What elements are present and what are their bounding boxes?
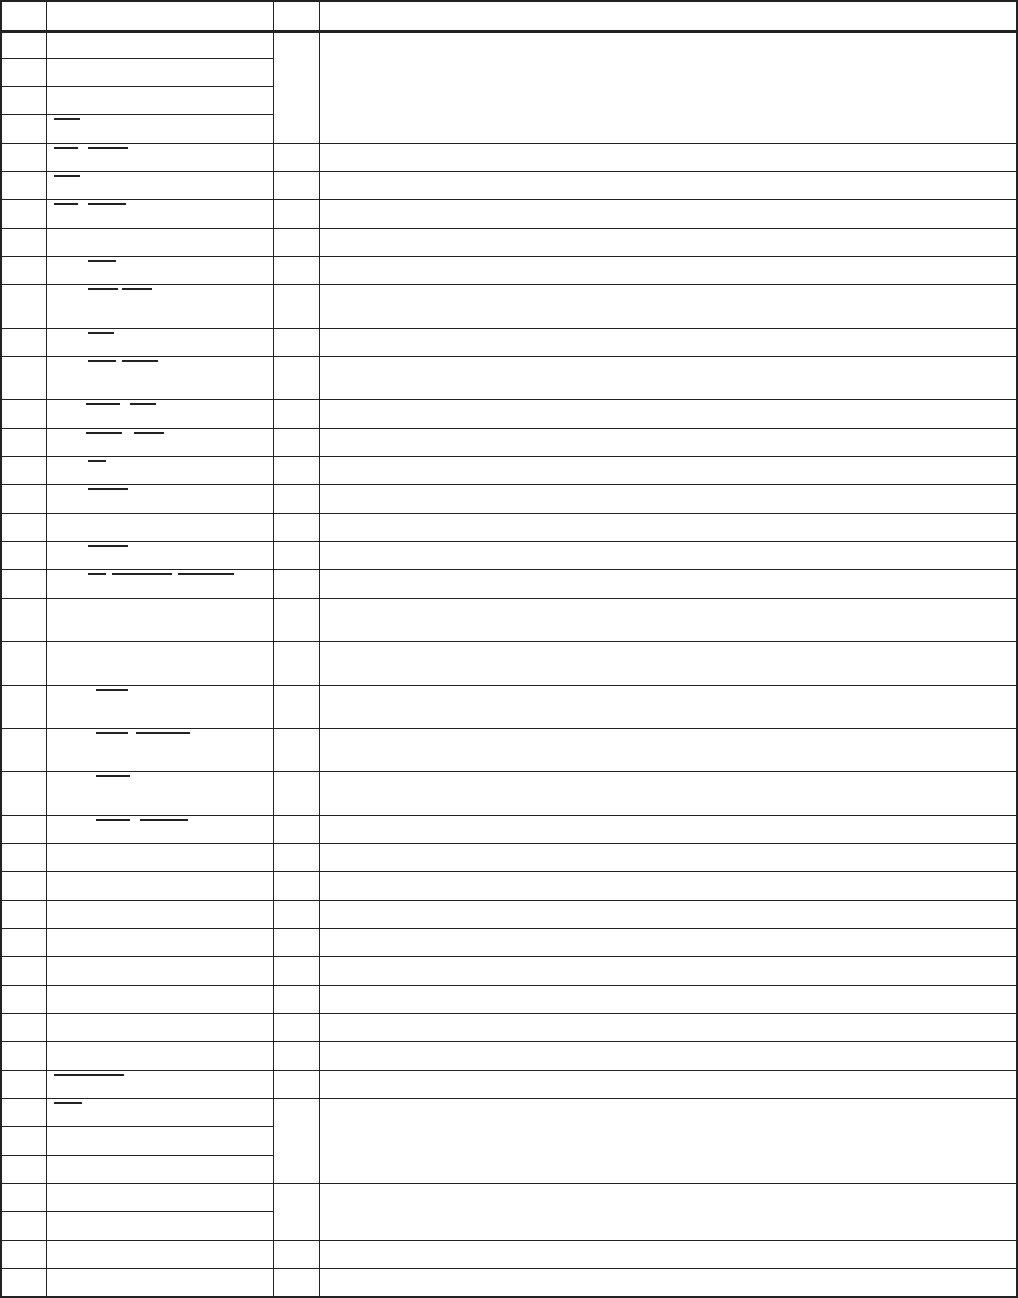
pin-number-cell: [0, 171, 46, 199]
pin-number-cell: [0, 456, 46, 484]
pin-number-cell: [0, 598, 46, 641]
header-cell: [0, 0, 46, 30]
description-cell: [319, 1268, 1018, 1298]
pin-number-cell: [0, 871, 46, 900]
description-cell: [319, 1013, 1018, 1041]
signal-overline: [96, 819, 130, 821]
io-cell: [273, 871, 319, 900]
signal-overline: [122, 288, 152, 290]
pin-number-cell: [0, 928, 46, 956]
signal-overline: [88, 147, 128, 149]
io-cell: [273, 1240, 319, 1268]
header-cell: [46, 0, 273, 30]
description-cell: [319, 456, 1018, 484]
pin-name-cell: [46, 484, 273, 513]
description-cell: [319, 1240, 1018, 1268]
description-cell: [319, 928, 1018, 956]
pin-number-cell: [0, 541, 46, 569]
signal-overline: [88, 460, 106, 462]
pin-name-cell: [46, 143, 273, 171]
io-cell: [273, 513, 319, 541]
pin-number-cell: [0, 328, 46, 356]
pin-number-cell: [0, 356, 46, 399]
pin-number-cell: [0, 1013, 46, 1041]
pin-number-cell: [0, 428, 46, 456]
pin-name-cell: [46, 1211, 273, 1240]
pin-name-cell: [46, 114, 273, 143]
description-cell: [319, 284, 1018, 328]
pin-name-cell: [46, 1268, 273, 1298]
signal-overline: [134, 432, 164, 434]
io-cell: [273, 928, 319, 956]
pin-number-cell: [0, 199, 46, 228]
io-cell: [273, 356, 319, 399]
pin-name-cell: [46, 356, 273, 399]
pin-name-cell: [46, 513, 273, 541]
pin-number-cell: [0, 399, 46, 428]
description-cell: [319, 428, 1018, 456]
signal-overline: [130, 403, 156, 405]
pin-number-cell: [0, 513, 46, 541]
description-cell: [319, 30, 1018, 143]
io-cell: [273, 843, 319, 871]
io-cell: [273, 228, 319, 256]
signal-overline: [96, 775, 130, 777]
pin-number-cell: [0, 843, 46, 871]
pin-number-cell: [0, 728, 46, 771]
pin-name-cell: [46, 771, 273, 815]
description-cell: [319, 513, 1018, 541]
description-cell: [319, 771, 1018, 815]
pin-name-cell: [46, 171, 273, 199]
io-cell: [273, 685, 319, 728]
pin-number-cell: [0, 256, 46, 284]
signal-overline: [88, 260, 116, 262]
io-cell: [273, 1070, 319, 1098]
pin-name-cell: [46, 30, 273, 58]
description-cell: [319, 641, 1018, 685]
pin-number-cell: [0, 1183, 46, 1211]
io-cell: [273, 328, 319, 356]
pin-number-cell: [0, 284, 46, 328]
signal-overline: [88, 545, 128, 547]
signal-overline: [96, 689, 128, 691]
pin-name-cell: [46, 284, 273, 328]
description-cell: [319, 328, 1018, 356]
io-cell: [273, 985, 319, 1013]
signal-overline: [88, 288, 118, 290]
description-cell: [319, 1183, 1018, 1240]
io-cell: [273, 256, 319, 284]
description-cell: [319, 815, 1018, 843]
description-cell: [319, 143, 1018, 171]
io-cell: [273, 428, 319, 456]
pin-name-cell: [46, 1240, 273, 1268]
description-cell: [319, 171, 1018, 199]
signal-overline: [86, 403, 120, 405]
description-cell: [319, 598, 1018, 641]
description-cell: [319, 541, 1018, 569]
signal-overline: [54, 175, 80, 177]
pin-name-cell: [46, 641, 273, 685]
signal-overline: [88, 360, 116, 362]
header-cell: [273, 0, 319, 30]
description-cell: [319, 399, 1018, 428]
signal-overline: [140, 819, 188, 821]
signal-overline: [54, 118, 80, 120]
description-cell: [319, 484, 1018, 513]
description-cell: [319, 871, 1018, 900]
pin-number-cell: [0, 900, 46, 928]
pin-number-cell: [0, 1098, 46, 1126]
io-cell: [273, 1183, 319, 1240]
signal-overline: [136, 732, 190, 734]
io-cell: [273, 771, 319, 815]
signal-overline: [178, 573, 234, 575]
io-cell: [273, 30, 319, 143]
io-cell: [273, 728, 319, 771]
signal-overline: [54, 1102, 82, 1104]
io-cell: [273, 143, 319, 171]
io-cell: [273, 900, 319, 928]
pin-number-cell: [0, 30, 46, 58]
pin-name-cell: [46, 399, 273, 428]
pin-number-cell: [0, 1070, 46, 1098]
io-cell: [273, 641, 319, 685]
pin-name-cell: [46, 985, 273, 1013]
io-cell: [273, 199, 319, 228]
io-cell: [273, 1041, 319, 1070]
description-cell: [319, 199, 1018, 228]
io-cell: [273, 1013, 319, 1041]
description-cell: [319, 985, 1018, 1013]
pin-number-cell: [0, 956, 46, 985]
pin-name-cell: [46, 1013, 273, 1041]
io-cell: [273, 1098, 319, 1183]
header-rule: [0, 31, 1018, 33]
pin-name-cell: [46, 1126, 273, 1155]
io-cell: [273, 456, 319, 484]
pin-name-cell: [46, 58, 273, 86]
pin-number-cell: [0, 1240, 46, 1268]
description-cell: [319, 1098, 1018, 1183]
pin-name-cell: [46, 456, 273, 484]
pin-name-cell: [46, 328, 273, 356]
pin-number-cell: [0, 1041, 46, 1070]
pin-number-cell: [0, 685, 46, 728]
io-cell: [273, 598, 319, 641]
signal-overline: [88, 488, 128, 490]
pin-number-cell: [0, 484, 46, 513]
pin-name-cell: [46, 598, 273, 641]
signal-overline: [54, 147, 78, 149]
io-cell: [273, 284, 319, 328]
pin-number-cell: [0, 771, 46, 815]
pin-number-cell: [0, 1155, 46, 1183]
pin-number-cell: [0, 86, 46, 114]
pin-name-cell: [46, 1041, 273, 1070]
description-cell: [319, 256, 1018, 284]
signal-overline: [122, 360, 158, 362]
signal-overline: [54, 203, 78, 205]
pin-name-cell: [46, 228, 273, 256]
io-cell: [273, 815, 319, 843]
pin-name-cell: [46, 685, 273, 728]
pin-name-cell: [46, 199, 273, 228]
pin-name-cell: [46, 956, 273, 985]
description-cell: [319, 569, 1018, 598]
pin-name-cell: [46, 256, 273, 284]
signal-overline: [86, 432, 122, 434]
pin-name-cell: [46, 541, 273, 569]
pin-number-cell: [0, 641, 46, 685]
io-cell: [273, 171, 319, 199]
description-cell: [319, 1070, 1018, 1098]
io-cell: [273, 569, 319, 598]
description-cell: [319, 356, 1018, 399]
io-cell: [273, 541, 319, 569]
description-cell: [319, 1041, 1018, 1070]
description-cell: [319, 956, 1018, 985]
pin-name-cell: [46, 1183, 273, 1211]
io-cell: [273, 1268, 319, 1298]
signal-overline: [54, 1074, 124, 1076]
pin-number-cell: [0, 1268, 46, 1298]
pin-number-cell: [0, 569, 46, 598]
io-cell: [273, 399, 319, 428]
pin-name-cell: [46, 928, 273, 956]
io-cell: [273, 484, 319, 513]
pin-name-cell: [46, 728, 273, 771]
signal-overline: [96, 732, 128, 734]
description-cell: [319, 685, 1018, 728]
pin-number-cell: [0, 143, 46, 171]
description-cell: [319, 728, 1018, 771]
pin-number-cell: [0, 985, 46, 1013]
pin-number-cell: [0, 114, 46, 143]
header-cell: [319, 0, 1018, 30]
description-cell: [319, 228, 1018, 256]
pin-number-cell: [0, 1211, 46, 1240]
signal-overline: [88, 573, 106, 575]
pin-number-cell: [0, 58, 46, 86]
pin-name-cell: [46, 86, 273, 114]
signal-overline: [112, 573, 172, 575]
description-cell: [319, 900, 1018, 928]
io-cell: [273, 956, 319, 985]
pin-name-cell: [46, 900, 273, 928]
pin-name-cell: [46, 843, 273, 871]
signal-overline: [88, 332, 114, 334]
description-cell: [319, 843, 1018, 871]
pin-number-cell: [0, 228, 46, 256]
pin-name-cell: [46, 1155, 273, 1183]
signal-overline: [88, 203, 126, 205]
pin-number-cell: [0, 1126, 46, 1155]
pin-name-cell: [46, 871, 273, 900]
pin-number-cell: [0, 815, 46, 843]
